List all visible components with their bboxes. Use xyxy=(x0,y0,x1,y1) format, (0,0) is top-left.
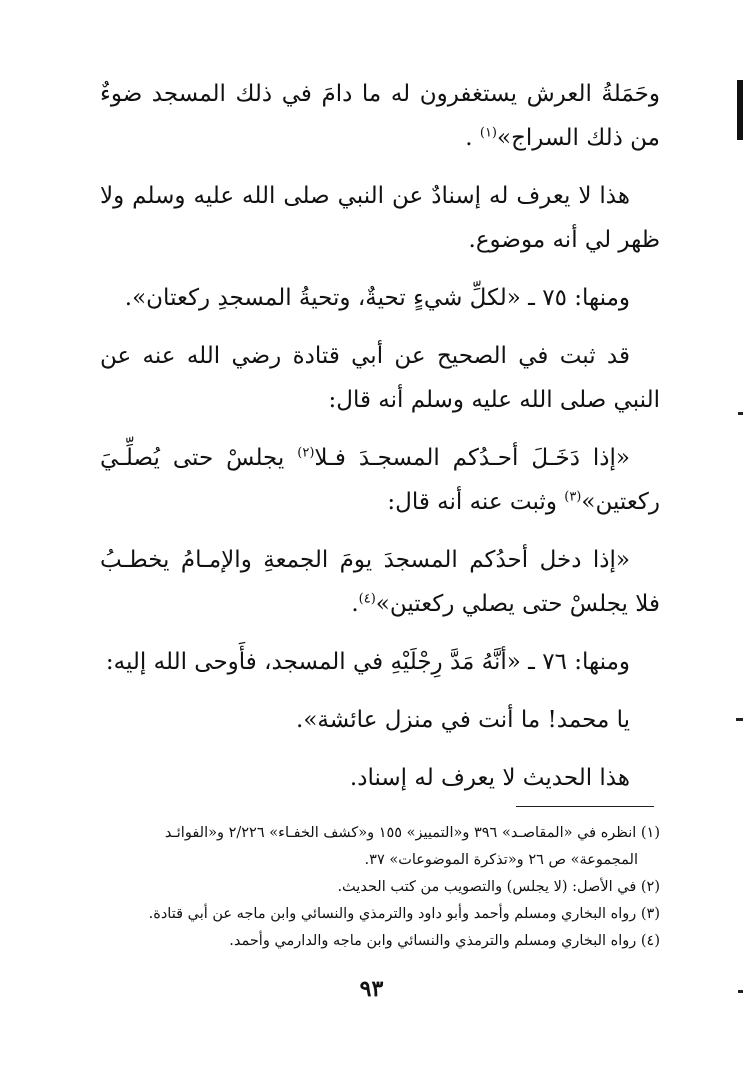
scan-edge-tick xyxy=(736,718,743,721)
paragraph-4: قد ثبت في الصحيح عن أبي قتادة رضي الله عنه عن النبي صلى الله عليه وسلم أنه قال: xyxy=(100,343,660,413)
paragraph-6-end: . xyxy=(351,591,359,617)
footnote-ref-4: (٤) xyxy=(358,591,376,607)
scan-edge-mark xyxy=(737,80,743,140)
footnote-1: (١) انظره في «المقاصـد» ٣٩٦ و«التمييز» ١٥٥ و«كشف الخفـاء» ٢/٢٢٦ و«الفوائـد xyxy=(164,825,660,841)
paragraph-5 xyxy=(100,436,660,524)
footnote-4: (٤) رواه البخاري ومسلم والترمذي والنسائي وابن ماجه والدارمي وأحمد. xyxy=(229,933,660,949)
paragraph-6-text: «إذا دخل أحدُكم المسجدَ يومَ الجمعةِ والإمـامُ يخطـبُ فلا يجلسْ حتى يصلي ركعتين» xyxy=(100,547,660,617)
footnote-ref-1: (١) xyxy=(479,125,497,141)
scan-edge-tick xyxy=(738,990,743,993)
paragraph-5-part-b: يجلسْ حتى يُصلِّـيَ ركعتين» xyxy=(100,445,660,515)
footnote-1-continued: المجموعة» ص ٢٦ و«تذكرة الموضوعات» ٣٧. xyxy=(364,852,638,868)
footnote-2: (٢) في الأصل: (لا يجلس) والتصويب من كتب الحديث. xyxy=(337,879,660,895)
paragraph-8: يا محمد! ما أنت في منزل عائشة». xyxy=(296,707,630,733)
paragraph-5-part-c: وثبت عنه أنه قال: xyxy=(387,489,565,515)
footnote-ref-3: (٣) xyxy=(564,489,582,505)
paragraph-1-text: وحَمَلةُ العرش يستغفرون له ما دامَ في ذلك المسجد ضوءٌ من ذلك السراج» xyxy=(100,81,660,151)
paragraph-5-part-a: «إذا دَخَـلَ أحـدُكم المسجـدَ فـلا xyxy=(314,445,630,471)
paragraph-9: هذا الحديث لا يعرف له إسناد. xyxy=(349,765,630,791)
paragraph-3: ومنها: ٧٥ ـ «لكلِّ شيءٍ تحيةٌ، وتحيةُ المسجدِ ركعتان». xyxy=(124,285,630,311)
paragraph-1 xyxy=(100,72,660,160)
paragraph-7: ومنها: ٧٦ ـ «أنَّهُ مَدَّ رِجْلَيْهِ في المسجد، فأَوحى الله إليه: xyxy=(105,649,630,675)
footnote-separator xyxy=(516,806,654,807)
footnote-ref-2: (٢) xyxy=(297,445,315,461)
paragraph-6 xyxy=(100,538,660,626)
scan-edge-tick xyxy=(738,412,743,415)
footnote-3: (٣) رواه البخاري ومسلم وأحمد وأبو داود والترمذي والنسائي وابن ماجه عن أبي قتادة. xyxy=(148,906,660,922)
footnotes xyxy=(100,820,660,955)
page-number: ٩٣ xyxy=(359,976,384,1002)
paragraph-1-end: . xyxy=(465,125,480,151)
paragraph-2: هذا لا يعرف له إسنادٌ عن النبي صلى الله عليه وسلم ولا ظهر لي أنه موضوع. xyxy=(100,183,660,253)
main-text xyxy=(100,72,660,800)
